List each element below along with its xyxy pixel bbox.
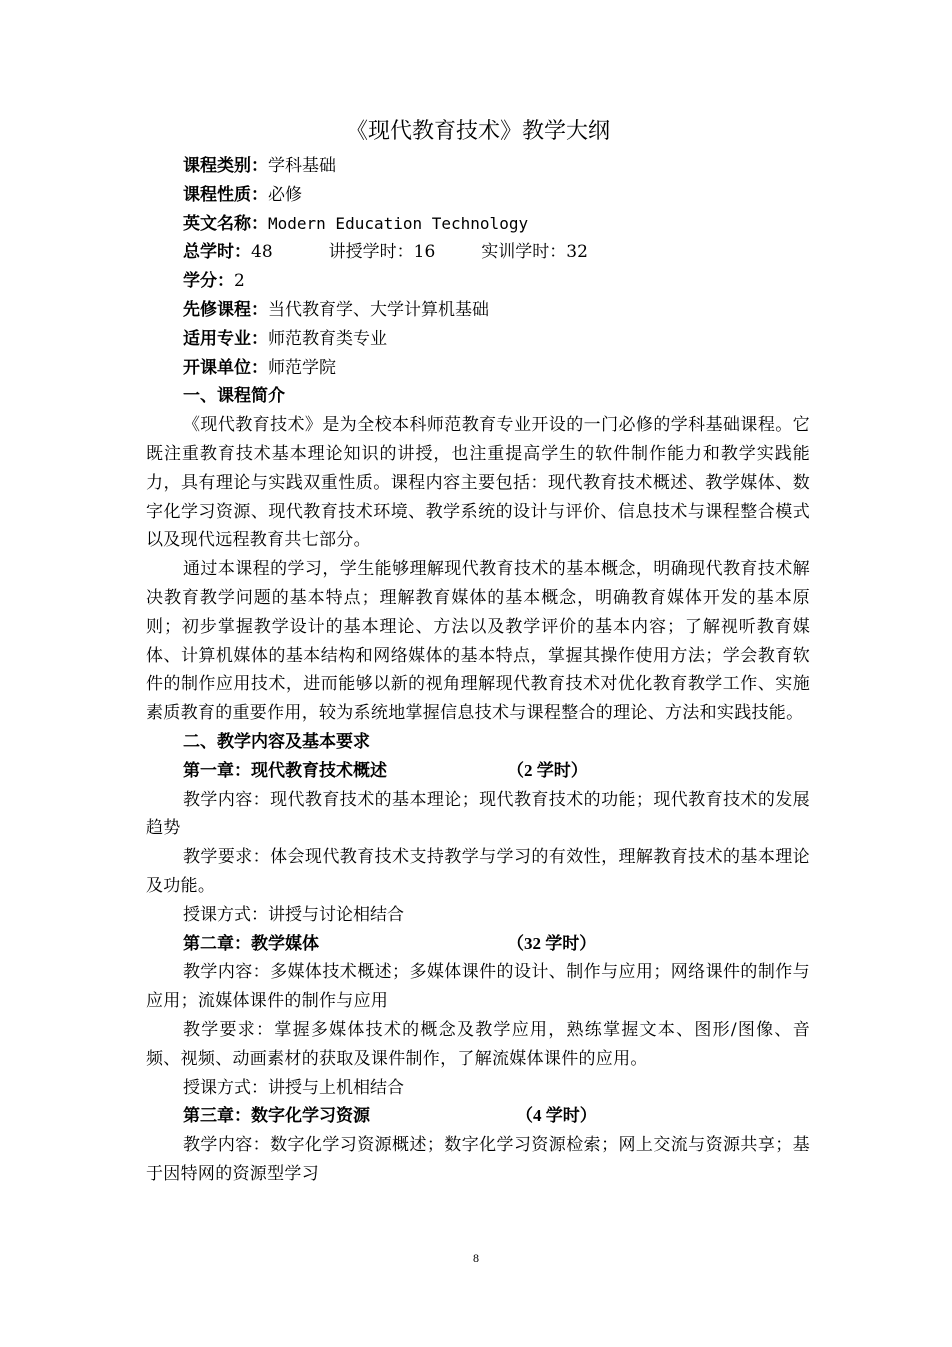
paragraph: 通过本课程的学习，学生能够理解现代教育技术的基本概念，明确现代教育技术解决教育教学问题的基本特点；理解教育媒体的基本概念，明确教育媒体开发的基本原则；初步掌握教学设计的基本理论、方法以及教学评价的基本内容；了解视听教育媒体、计算机媒体的基本结构和网络媒体的基本特点，掌握其操作使用方法；学会教育软件的制作应用技术，进而能够以新的视角理解现代教育技术对优化教育教学工作、实施素质教育的重要作用，较为系统地掌握信息技术与课程整合的理论、方法和实践技能。 [146,559,810,724]
info-label: 学分： [183,271,234,292]
info-label: 讲授学时： [328,242,414,263]
info-label: 实训学时： [481,242,567,263]
paragraph: 教学内容：多媒体技术概述；多媒体课件的设计、制作与应用；网络课件的制作与应用；流媒体课件的制作与应用 [146,962,810,1012]
teaching-method: 授课方式：讲授与上机相结合 [183,1077,404,1098]
paragraph: 《现代教育技术》是为全校本科师范教育专业开设的一门必修的学科基础课程。它既注重教育技术基本理论知识的讲授，也注重提高学生的软件制作能力和教学实践能力，具有理论与实践双重性质。课程内容主要包括：现代教育技术概述、教学媒体、数字化学习资源、现代教育技术环境、教学系统的设计与评价、信息技术与课程整合模式以及现代远程教育共七部分。 [146,415,810,551]
paragraph: 教学要求：掌握多媒体技术的概念及教学应用，熟练掌握文本、图形/图像、音频、视频、动画素材的获取及课件制作，了解流媒体课件的应用。 [146,1019,810,1069]
info-label: 英文名称： [183,213,268,234]
info-label: 课程类别： [183,156,268,176]
document-page [146,112,810,1189]
info-value: 当代教育学、大学计算机基础 [268,299,489,320]
info-unit [146,354,810,383]
paragraph: 教学要求：体会现代教育技术支持教学与学习的有效性，理解教育技术的基本理论及功能。 [146,847,810,896]
info-major [146,325,810,354]
chapter-title: 第二章：教学媒体 [183,933,319,954]
info-value: 学科基础 [268,156,336,176]
chapter-title: 第三章：数字化学习资源 [183,1106,370,1127]
info-value: 32 [566,242,588,263]
chapter-hours: （2 学时） [507,760,588,780]
paragraph: 教学内容：现代教育技术的基本理论；现代教育技术的功能；现代教育技术的发展趋势 [146,789,810,839]
chapter-heading [146,757,810,786]
chapter-title: 第一章：现代教育技术概述 [183,760,387,781]
teaching-method: 授课方式：讲授与讨论相结合 [183,904,404,925]
section-heading: 二、教学内容及基本要求 [183,731,370,752]
document-title: 《现代教育技术》教学大纲 [345,119,610,144]
info-value: 师范学院 [268,357,336,378]
info-nature [146,181,810,210]
chapter-hours: （4 学时） [516,1106,597,1126]
info-prerequisites [146,296,810,325]
page-number: 8 [473,1251,479,1265]
info-label: 先修课程： [183,299,268,320]
info-label: 总学时： [183,242,251,263]
paragraph: 教学内容：数字化学习资源概述；数字化学习资源检索；网上交流与资源共享；基于因特网的资源型学习 [146,1135,810,1184]
chapter-heading [146,1102,810,1131]
info-category [146,152,810,181]
info-label: 开课单位： [183,357,268,378]
section-heading: 一、课程简介 [183,386,285,407]
info-value: 2 [234,271,245,292]
info-value: 师范教育类专业 [268,328,387,349]
chapter-heading [146,930,810,959]
info-english-name [146,210,810,239]
info-label: 适用专业： [183,328,268,349]
info-value: 48 [251,242,273,263]
info-hours [146,238,810,267]
info-credits [146,267,810,296]
info-value: 16 [413,242,436,263]
info-label: 课程性质： [183,184,268,205]
info-value: 必修 [268,184,302,205]
info-value: Modern Education Technology [268,213,529,233]
chapter-hours: （32 学时） [507,933,597,953]
